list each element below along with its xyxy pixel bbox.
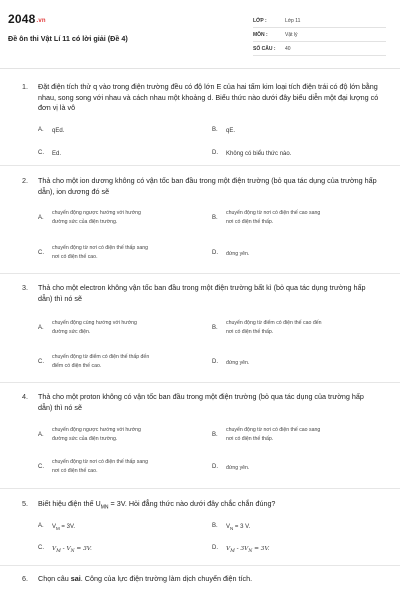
- question-text: Thả cho một electron không vận tốc ban đầu trong một điện trường bất kì (bỏ qua tác dụng trường hấp dẫn) thì nó sẽ: [38, 283, 366, 303]
- question-number: 2.: [22, 176, 28, 185]
- meta-row-subject: [253, 28, 386, 42]
- meta-row-class: [253, 14, 386, 28]
- question-text: Đặt điện tích thử q vào trong điện trường đều có độ lớn E của hai tấm kim loại tích điện trái có độ lớn bằng nhau, song song với nhau và cách nhau một khoảng d. Biểu thức nào dưới đây biểu diễn một đại lượng có đơn vị là vô: [38, 82, 379, 112]
- meta-row-count: [253, 42, 386, 56]
- document-page: 2048.vn Đề ôn thi Vật Lí 11 có lời giải (Đề 4) LỚP : Lớp 11 MÔN : Vật lý SỐ CÂU : 40 1. Đặt điện tích thử q vào trong điện trường đều có độ lớn E của hai tấm kim loại tích điện trái có độ lớn bằng nhau, song song với nhau và cách nhau một khoảng d. Biểu thức nào dưới đây biểu diễn một đại lượng có đơn vị là vô A. qEd. B. qE. C. Ed. D. Không có biểu thức nào. 2. Thả cho một ion dương không có vận tốc ban đầu trong một điện trường (bỏ qua tác dụng của trường hấp dẫn), ion dương đó sẽ A. chuyển động ngược hướng với hướng đường sức của điện trường. B. chuyển động từ nơi có điện thế cao sang nơi có điện thế thấp. C. chuyển động từ nơi có điện thế thấp sang nơi có điện thế cao. D. đứng yên. 3. Thả cho một electron không vận tốc ban đầu trong một điện trường bất kì (bỏ qua tác dụng trường hấp dẫn) thì nó sẽ A. chuyển động cùng hướng với hướng đường sức điện. B. chuyển động từ điểm có điện thế cao đến nơi có điện thế thấp. C. chuyển động từ điểm có điện thế thấp đến điểm có điện thế cao. D. đứng yên. 4. Thả cho một proton không có vận tốc ban đầu trong một điện trường (bỏ qua tác dụng của trường hấp dẫn) thì nó sẽ A. chuyển động ngược hướng với hướng đường sức của điện trường. B. chuyển động từ nơi có điện thế cao sang nơi có điện thế thấp. C. chuyển động từ nơi có điện thế thấp sang nơi có điện thế cao. D. đứng yên. 5. Biết hiệu điện thế $U_{MN} = 3V$. Hỏi đẳng thức nào dưới đây chắc chắn đúng? A. $V_M = 3V$. B. $V_N = 3$ V. C. $V_M - V_N = 3V$. D. $V_M - 3V_N = 3V$. 6. Chọn câu sai. Công của lực điện trường làm dịch chuyển điện tích.: [0, 0, 400, 600]
- meta-value: Lớp 11: [285, 17, 301, 24]
- question-text: Biết hiệu điện thế $U_{MN} = 3V$. Hỏi đẳng thức nào dưới đây chắc chắn đúng?: [38, 499, 276, 511]
- page-title: Đề ôn thi Vật Lí 11 có lời giải (Đề 4): [8, 34, 128, 43]
- site-logo[interactable]: 2048.vn: [8, 12, 46, 26]
- question-text: Thả cho một proton không có vận tốc ban đầu trong một điện trường (bỏ qua tác dụng của trường hấp dẫn) thì nó sẽ: [38, 392, 364, 412]
- meta-label: SỐ CÂU :: [253, 45, 276, 52]
- document-header: [0, 0, 400, 64]
- divider: [0, 488, 400, 489]
- question-text: Thả cho một ion dương không có vận tốc ban đầu trong một điện trường (bỏ qua tác dụng của trường hấp dẫn), ion dương đó sẽ: [38, 176, 377, 196]
- question-number: 6.: [22, 574, 28, 583]
- meta-value: 40: [285, 45, 291, 52]
- divider: [0, 165, 400, 166]
- divider: [0, 565, 400, 566]
- question-number: 1.: [22, 82, 28, 91]
- question-number: 5.: [22, 499, 28, 508]
- meta-label: MÔN :: [253, 31, 268, 38]
- question-number: 3.: [22, 283, 28, 292]
- divider: [0, 68, 400, 69]
- question-number: 4.: [22, 392, 28, 401]
- divider: [0, 273, 400, 274]
- exam-meta-table: [253, 14, 386, 56]
- meta-value: Vật lý: [285, 31, 298, 38]
- divider: [0, 382, 400, 383]
- question-text: Chọn câu sai. Công của lực điện trường làm dịch chuyển điện tích.: [38, 574, 253, 583]
- meta-label: LỚP :: [253, 17, 267, 24]
